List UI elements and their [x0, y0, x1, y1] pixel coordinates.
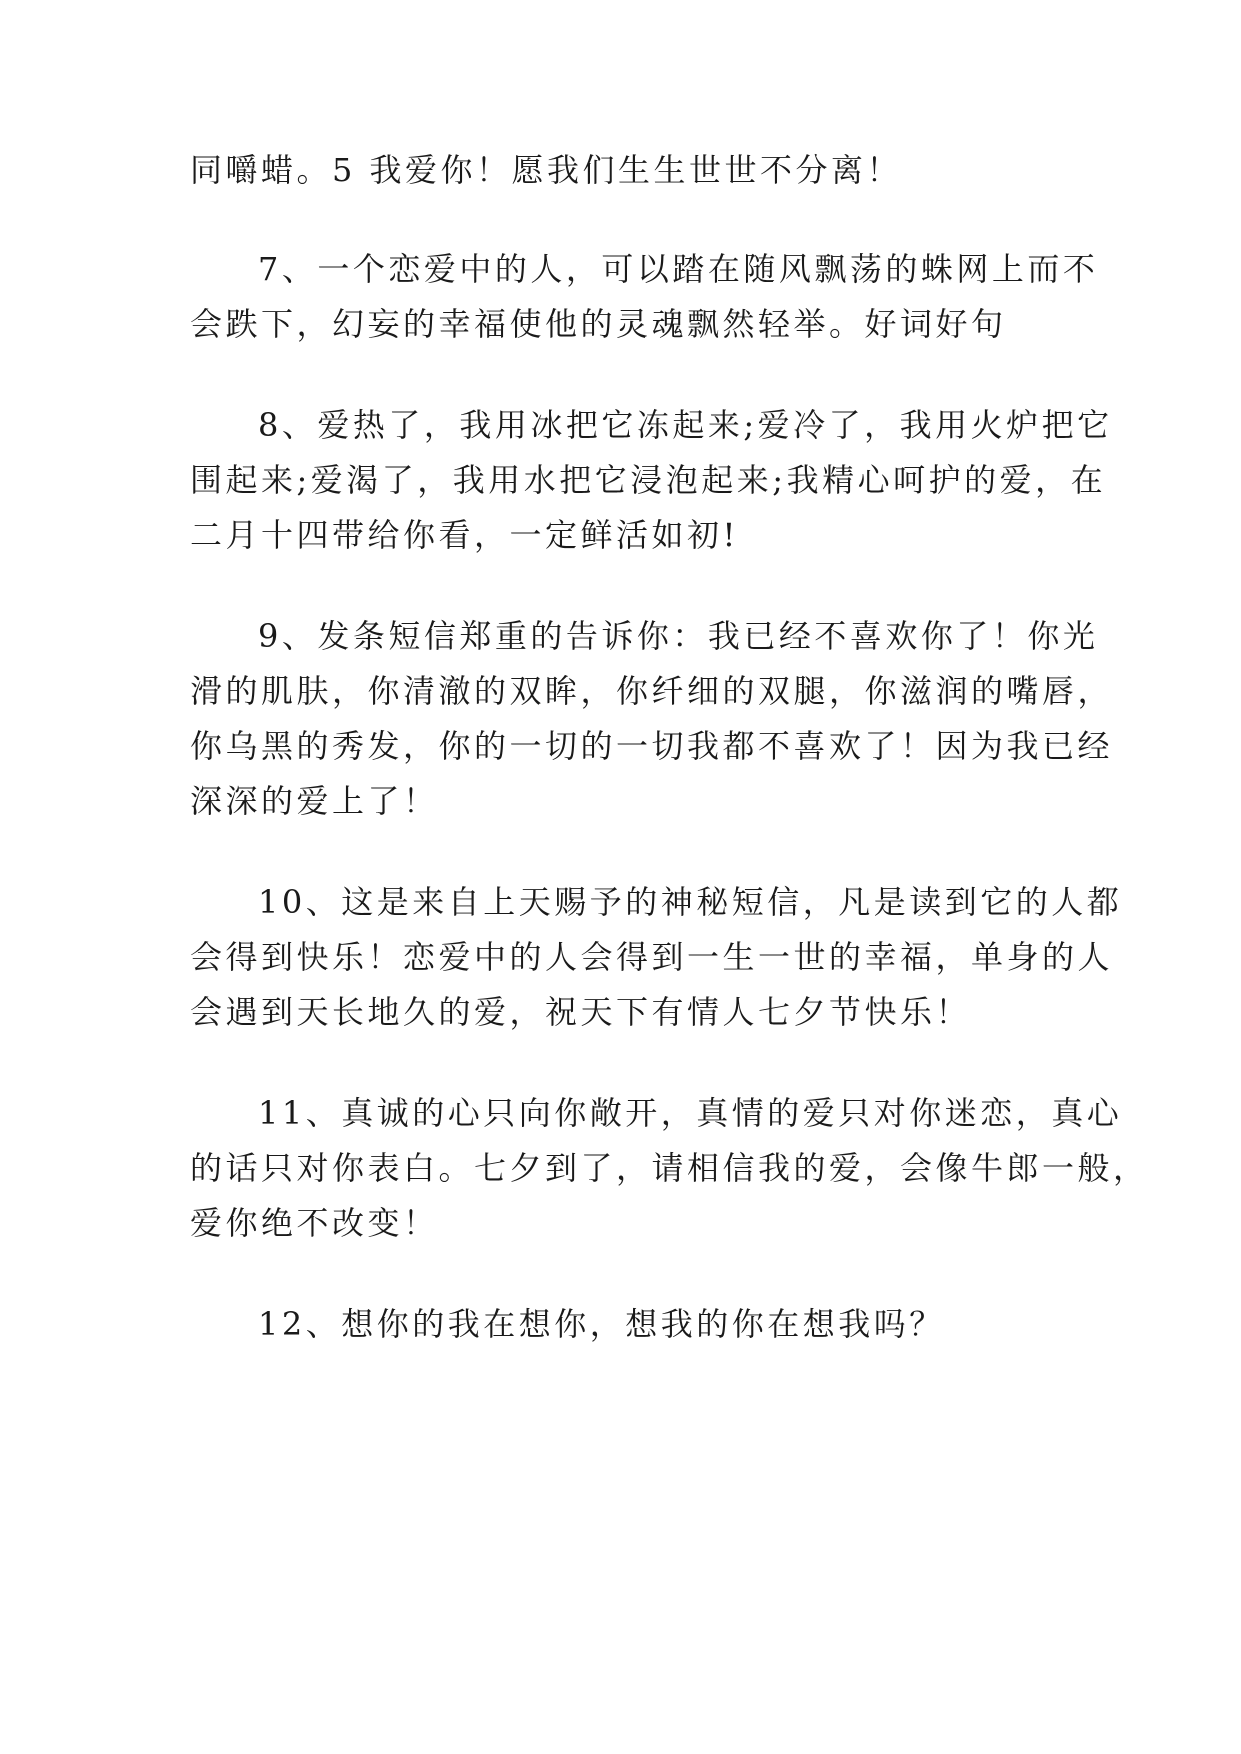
text-line: 同嚼蜡。5 我爱你！愿我们生生世世不分离！ — [190, 151, 903, 189]
paragraph-10-line-2: 会得到快乐！恋爱中的人会得到一生一世的幸福，单身的人 — [190, 938, 1114, 976]
paragraph-9-line-3: 你乌黑的秀发，你的一切的一切我都不喜欢了！因为我已经 — [190, 727, 1114, 765]
paragraph-7-line-1: 7、一个恋爱中的人，可以踏在随风飘荡的蛛网上而不 — [258, 250, 1099, 288]
paragraph-9-line-2: 滑的肌肤，你清澈的双眸，你纤细的双腿，你滋润的嘴唇， — [190, 672, 1114, 710]
paragraph-8-line-3: 二月十四带给你看，一定鲜活如初! — [190, 516, 739, 554]
paragraph-8-line-1: 8、爱热了，我用冰把它冻起来;爱冷了，我用火炉把它 — [258, 406, 1113, 444]
paragraph-7-line-2: 会跌下，幻妄的幸福使他的灵魂飘然轻举。好词好句 — [190, 305, 1007, 343]
paragraph-11-line-1: 11、真诚的心只向你敞开，真情的爱只对你迷恋，真心 — [258, 1094, 1123, 1132]
paragraph-9-line-4: 深深的爱上了！ — [190, 782, 439, 820]
paragraph-11-line-3: 爱你绝不改变！ — [190, 1204, 439, 1242]
paragraph-10-line-1: 10、这是来自上天赐予的神秘短信，凡是读到它的人都 — [258, 883, 1123, 921]
paragraph-12-line-1: 12、想你的我在想你，想我的你在想我吗？ — [258, 1305, 945, 1343]
paragraph-9-line-1: 9、发条短信郑重的告诉你：我已经不喜欢你了！你光 — [258, 617, 1099, 655]
paragraph-8-line-2: 围起来;爱渴了，我用水把它浸泡起来;我精心呵护的爱，在 — [190, 461, 1107, 499]
paragraph-11-line-2: 的话只对你表白。七夕到了，请相信我的爱，会像牛郎一般， — [190, 1149, 1149, 1187]
paragraph-10-line-3: 会遇到天长地久的爱，祝天下有情人七夕节快乐！ — [190, 993, 972, 1031]
